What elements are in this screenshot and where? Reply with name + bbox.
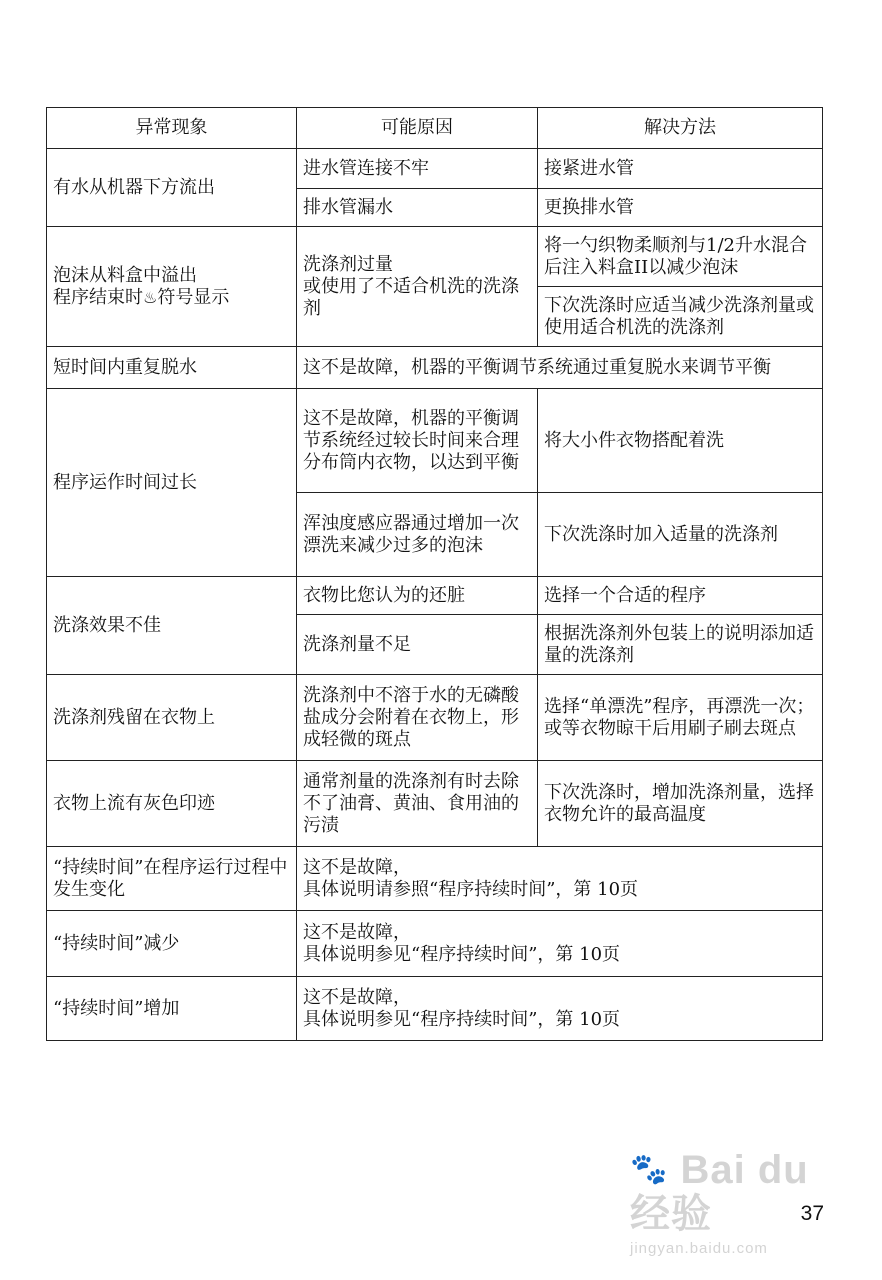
paw-icon: 🐾 <box>630 1153 669 1186</box>
table-row <box>47 977 823 1041</box>
solution-cell: 下次洗涤时，增加洗涤剂量，选择衣物允许的最高温度 <box>538 761 823 847</box>
cause-line: 或使用了不适合机洗的洗涤剂 <box>303 275 519 319</box>
phenomenon-line <box>53 287 290 309</box>
watermark-url: jingyan.baidu.com <box>630 1240 768 1257</box>
note-line: 这不是故障， <box>303 986 411 1008</box>
cause-cell: 浑浊度感应器通过增加一次漂洗来减少过多的泡沫 <box>297 493 538 577</box>
note-line: 这不是故障， <box>303 921 411 943</box>
note-cell <box>297 977 823 1041</box>
header-cause: 可能原因 <box>297 108 538 149</box>
solution-cell: 将大小件衣物搭配着洗 <box>538 389 823 493</box>
phenomenon-cell: 短时间内重复脱水 <box>47 347 297 389</box>
cause-cell: 这不是故障，机器的平衡调节系统经过较长时间来合理分布筒内衣物，以达到平衡 <box>297 389 538 493</box>
cause-cell: 洗涤剂中不溶于水的无磷酸盐成分会附着在衣物上，形成轻微的斑点 <box>297 675 538 761</box>
watermark-logo-text: Bai du 经验 <box>630 1148 809 1236</box>
solution-cell: 下次洗涤时应适当减少洗涤剂量或使用适合机洗的洗涤剂 <box>538 287 823 347</box>
note-line: 具体说明请参照“程序持续时间”，第 10页 <box>303 878 639 900</box>
solution-cell: 选择一个合适的程序 <box>538 577 823 615</box>
solution-cell: 更换排水管 <box>538 189 823 227</box>
note-line: 具体说明参见“程序持续时间”，第 10页 <box>303 943 621 965</box>
table-row <box>47 675 823 761</box>
table-row <box>47 847 823 911</box>
table-row <box>47 911 823 977</box>
phenomenon-cell: 衣物上流有灰色印迹 <box>47 761 297 847</box>
solution-cell: 选择“单漂洗”程序，再漂洗一次；或等衣物晾干后用刷子刷去斑点 <box>538 675 823 761</box>
phenomenon-cell <box>47 227 297 347</box>
phenomenon-cell: “持续时间”增加 <box>47 977 297 1041</box>
page-number: 37 <box>800 1202 824 1225</box>
cause-cell: 衣物比您认为的还脏 <box>297 577 538 615</box>
table-row <box>47 347 823 389</box>
phenomenon-cell: 有水从机器下方流出 <box>47 149 297 227</box>
solution-cell: 接紧进水管 <box>538 149 823 189</box>
note-line: 具体说明参见“程序持续时间”，第 10页 <box>303 1008 621 1030</box>
foam-symbol-icon: ♨ <box>143 287 158 307</box>
phenomenon-cell: “持续时间”减少 <box>47 911 297 977</box>
solution-cell: 下次洗涤时加入适量的洗涤剂 <box>538 493 823 577</box>
note-line: 这不是故障， <box>303 856 411 878</box>
cause-cell: 排水管漏水 <box>297 189 538 227</box>
note-cell: 这不是故障，机器的平衡调节系统通过重复脱水来调节平衡 <box>297 347 823 389</box>
note-cell <box>297 847 823 911</box>
phenomenon-cell: 程序运作时间过长 <box>47 389 297 577</box>
cause-cell <box>297 227 538 347</box>
phenomenon-cell: 洗涤效果不佳 <box>47 577 297 675</box>
header-phenomenon: 异常现象 <box>47 108 297 149</box>
table-row <box>47 227 823 287</box>
solution-cell: 将一勺织物柔顺剂与1/2升水混合后注入料盒II以减少泡沫 <box>538 227 823 287</box>
phenomenon-cell: 洗涤剂残留在衣物上 <box>47 675 297 761</box>
cause-cell: 洗涤剂量不足 <box>297 615 538 675</box>
cause-cell: 进水管连接不牢 <box>297 149 538 189</box>
troubleshooting-table <box>46 107 823 1041</box>
phenomenon-cell: “持续时间”在程序运行过程中发生变化 <box>47 847 297 911</box>
table-row <box>47 761 823 847</box>
note-cell <box>297 911 823 977</box>
table-row <box>47 389 823 493</box>
table-row <box>47 149 823 189</box>
phenomenon-text: 程序结束时 <box>53 286 143 308</box>
header-solution: 解决方法 <box>538 108 823 149</box>
phenomenon-line: 泡沫从料盒中溢出 <box>53 264 197 286</box>
cause-line: 洗涤剂过量 <box>303 253 393 275</box>
cause-cell: 通常剂量的洗涤剂有时去除不了油膏、黄油、食用油的污渍 <box>297 761 538 847</box>
solution-cell: 根据洗涤剂外包装上的说明添加适量的洗涤剂 <box>538 615 823 675</box>
table-header-row <box>47 108 823 149</box>
table-row <box>47 577 823 615</box>
phenomenon-text: 符号显示 <box>157 286 230 308</box>
